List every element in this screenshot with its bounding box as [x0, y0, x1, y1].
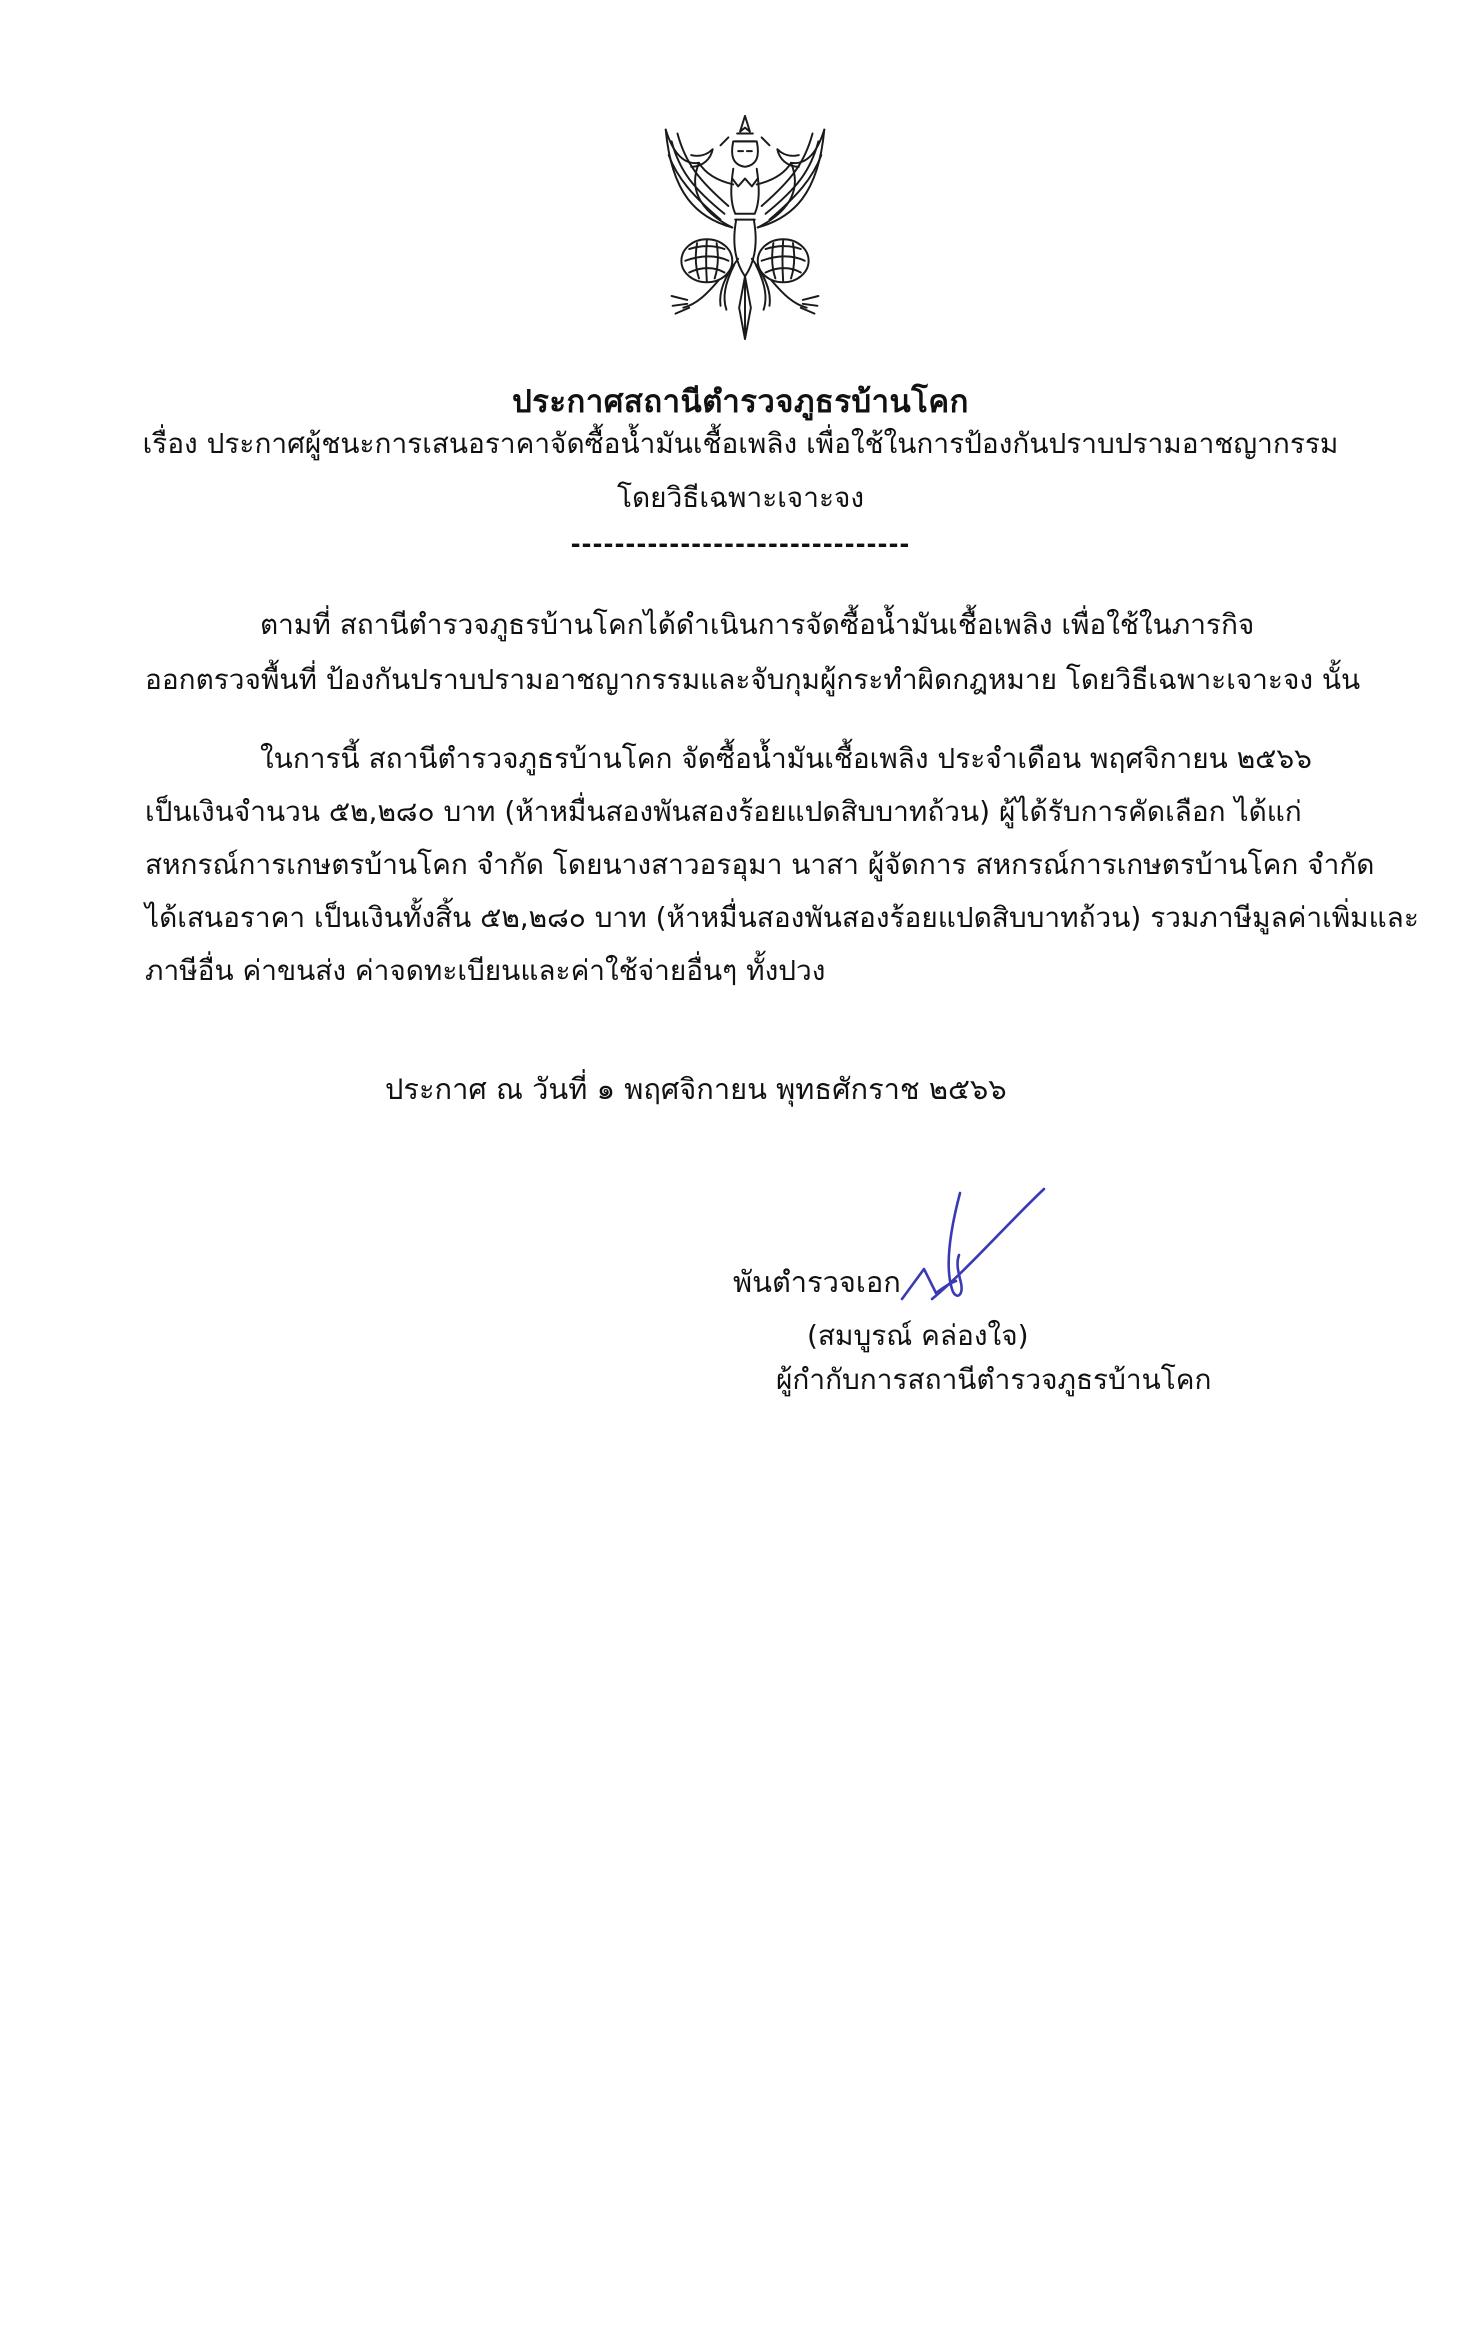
procurement-method-line: โดยวิธีเฉพาะเจาะจง: [616, 481, 865, 514]
paragraph-2-line-2: เป็นเงินจำนวน ๕๒,๒๘๐ บาท (ห้าหมื่นสองพันสองร้อยแปดสิบบาทถ้วน) ผู้ได้รับการคัดเลือก ได้แก่: [145, 795, 1302, 828]
subject-line: เรื่อง ประกาศผู้ชนะการเสนอราคาจัดซื้อน้ำมันเชื้อเพลิง เพื่อใช้ในการป้องกันปราบปรามอาชญากรรม: [142, 427, 1339, 460]
signer-name: (สมบูรณ์ คล่องใจ): [807, 1319, 1029, 1352]
paragraph-2-line-4: ได้เสนอราคา เป็นเงินทั้งสิ้น ๕๒,๒๘๐ บาท (ห้าหมื่นสองพันสองร้อยแปดสิบบาทถ้วน) รวมภาษีมูลค่าเพิ่มและ: [145, 901, 1419, 934]
paragraph-2-line-5: ภาษีอื่น ค่าขนส่ง ค่าจดทะเบียนและค่าใช้จ่ายอื่นๆ ทั้งปวง: [145, 954, 826, 987]
signer-position: ผู้กำกับการสถานีตำรวจภูธรบ้านโคก: [776, 1363, 1212, 1396]
announcement-date-line: ประกาศ ณ วันที่ ๑ พฤศจิกายน พุทธศักราช ๒๕๖๖: [385, 1072, 1007, 1106]
paragraph-2-line-1: ในการนี้ สถานีตำรวจภูธรบ้านโคก จัดซื้อน้ำมันเชื้อเพลิง ประจำเดือน พฤศจิกายน ๒๕๖๖: [260, 742, 1312, 775]
paragraph-2-line-3: สหกรณ์การเกษตรบ้านโคก จำกัด โดยนางสาวอรอุมา นาสา ผู้จัดการ สหกรณ์การเกษตรบ้านโคก จำกัด: [145, 848, 1375, 881]
paragraph-1-line-2: ออกตรวจพื้นที่ ป้องกันปราบปรามอาชญากรรมและจับกุมผู้กระทำผิดกฎหมาย โดยวิธีเฉพาะเจาะจง นั้น: [145, 663, 1361, 696]
divider-dashes: -------------------------------: [570, 530, 911, 558]
handwritten-signature: [898, 1183, 1048, 1315]
signer-rank-label: พันตำรวจเอก: [733, 1265, 901, 1299]
garuda-emblem-icon: [640, 112, 850, 342]
paragraph-1-line-1: ตามที่ สถานีตำรวจภูธรบ้านโคกได้ดำเนินการจัดซื้อน้ำมันเชื้อเพลิง เพื่อใช้ในภารกิจ: [260, 608, 1255, 641]
document-title: ประกาศสถานีตำรวจภูธรบ้านโคก: [512, 384, 969, 420]
